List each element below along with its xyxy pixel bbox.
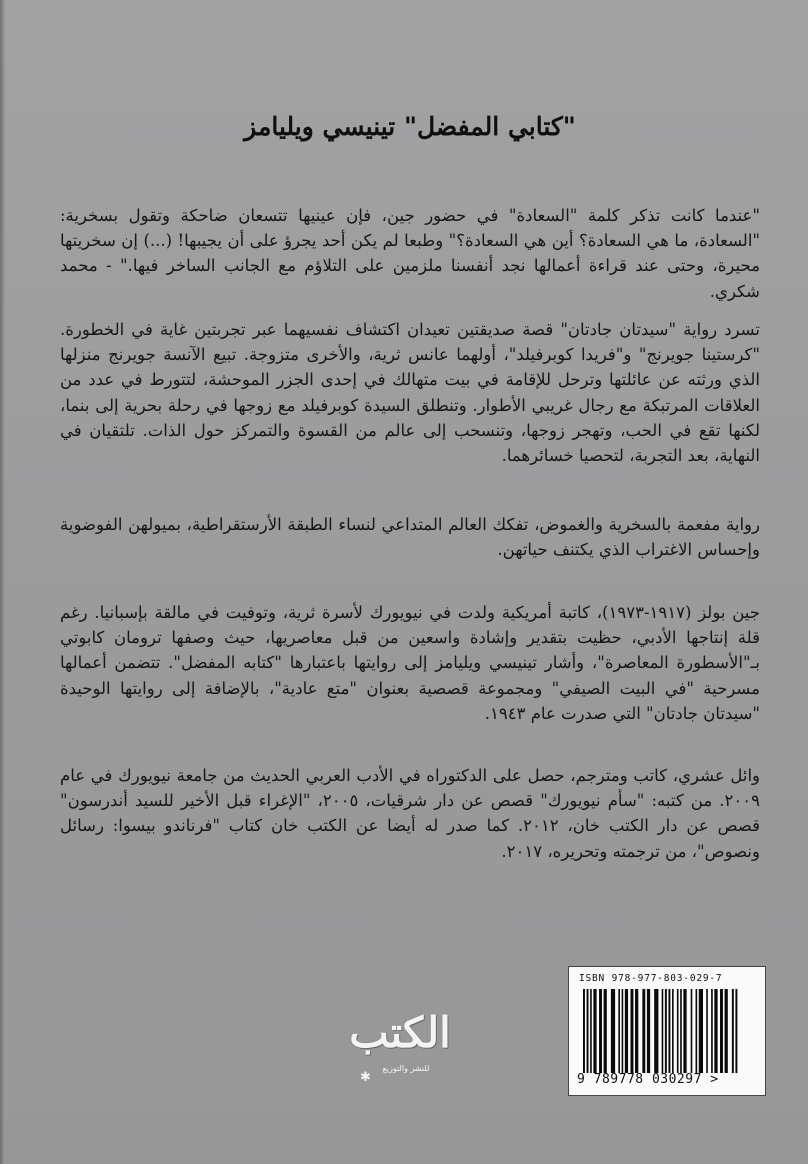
summary-paragraph: رواية مفعمة بالسخرية والغموض، تفكك العالم المتداعي لنساء الطبقة الأرستقراطية، بميولهن الفوضوية وإحساس الاغتراب الذي يكتنف حياتهن. (60, 515, 760, 560)
quote-paragraph: "عندما كانت تذكر كلمة "السعادة" في حضور جين، فإن عينيها تتسعان ضاحكة وتقول بسخرية: "السعادة، ما هي السعادة؟ أين هي السعادة؟" وطبعا لم يكن أحد يجرؤ على أن يجيبها! (...) إن سخريتها محيرة، وحتى عند قراءة أعمالها نجد أنفسنا ملزمين على التلاؤم مع الجانب الساخر فيها." - محمد شكري. (60, 206, 760, 301)
barcode-bar (732, 989, 734, 1073)
barcode-bar (622, 989, 624, 1073)
publisher-logo-text: الكتب (349, 1008, 451, 1057)
barcode-bar (696, 989, 698, 1073)
barcode-bar (593, 989, 596, 1073)
translator-bio-paragraph: وائل عشري، كاتب ومترجم، حصل على الدكتوراه في الأدب العربي الحديث من جامعة نيويورك في عام ٢٠٠٩. من كتبه: "سأم نيويورك" قصص عن دار شرقيات، ٢٠٠٥، "الإغراء قبل الأخير للسيد أندرسون" قصص عن دار الكتب خان، ٢٠١٢. كما صدر له أيضا عن الكتب خان كتاب "فرناندو بيسوا: رسائل ونصوص"، من ترجمته وتحريره، ٢٠١٧. (60, 766, 760, 861)
barcode-bar (699, 989, 703, 1073)
publisher-logo (346, 1008, 454, 1100)
barcode-bar (691, 989, 693, 1073)
barcode-bar (635, 989, 638, 1073)
barcode-bar (642, 989, 645, 1073)
barcode-bar (662, 989, 664, 1073)
barcode-bar (735, 989, 737, 1073)
barcode-bar (618, 989, 620, 1073)
barcode-bar (680, 989, 682, 1073)
barcode-bar (604, 989, 607, 1073)
isbn-barcode (568, 966, 766, 1096)
barcode-bar (672, 989, 674, 1073)
star-icon: ✱ (360, 1070, 371, 1085)
barcode-bar (725, 989, 728, 1073)
barcode-bar (587, 989, 589, 1073)
barcode-bar (720, 989, 723, 1073)
author-bio-paragraph: جين بولز (١٩١٧-١٩٧٣)، كاتبة أمريكية ولدت في نيويورك لأسرة ثرية، وتوفيت في مالقة بإسبانيا. رغم قلة إنتاجها الأدبي، حظيت بتقدير وإشادة واسعين من قبل معاصريها، حيث وصفها ترومان كابوتي بـ"الأسطورة المعاصرة"، وأشار تينيسي ويليامز إلى روايتها باعتبارها "كتابه المفضل". تتضمن أعمالها مسرحية "في البيت الصيفي" ومجموعة قصصية بعنوان "متع عادية"، بالإضافة إلى روايتها الوحيدة "سيدتان جادتان" التي صدرت عام ١٩٤٣. (60, 603, 760, 723)
barcode-digits: 9 789778 030297 > (577, 1072, 719, 1087)
barcode-bar (677, 989, 679, 1073)
barcode-bar (611, 989, 615, 1073)
barcode-bar (631, 989, 634, 1073)
isbn-label: ISBN 978-977-803-029-7 (579, 973, 723, 984)
barcode-bar (665, 989, 667, 1073)
barcode-bar (668, 989, 670, 1073)
barcode-bar (683, 989, 686, 1073)
cover-spine-edge (0, 0, 5, 1164)
barcode-bar (625, 989, 628, 1073)
book-title: "كتابي المفضل" تينيسي ويليامز (244, 112, 576, 141)
barcode-bar (599, 989, 602, 1073)
barcode-bar (583, 989, 585, 1073)
barcode-bar (714, 989, 717, 1073)
barcode-bar (647, 989, 650, 1073)
barcode-bar (590, 989, 592, 1073)
barcode-bar (711, 989, 713, 1073)
barcode-bar (706, 989, 708, 1073)
publisher-logo-subtext: للنشر والتوزيع (382, 1064, 430, 1073)
synopsis-paragraph: تسرد رواية "سيدتان جادتان" قصة صديقتين تعيدان اكتشاف نفسيهما عبر تجربتين غاية في الخطورة. "كرستينا جويرنج" و"فريدا كوبرفيلد"، أولهما عانس ثرية، والأخرى متزوجة. تبيع الآنسة جويرنج منزلها الذي ورثته عن عائلتها وترحل للإقامة في بيت متهالك في إحدى الجزر الموحشة، لتتورط في عدد من العلاقات المرتبكة مع رجال غريبي الأطوار. وتنطلق السيدة كوبرفيلد مع زوجها في رحلة بحرية إلى بنما، لكنها تقع في الحب، وتهجر زوجها، وتنسحب إلى عالم من القسوة والتمركز حول الذات. تلتقيان في النهاية، بعد التجربة، لتحصيا خسائرهما. (60, 320, 760, 466)
barcode-bars (579, 989, 745, 1073)
barcode-bar (654, 989, 658, 1073)
